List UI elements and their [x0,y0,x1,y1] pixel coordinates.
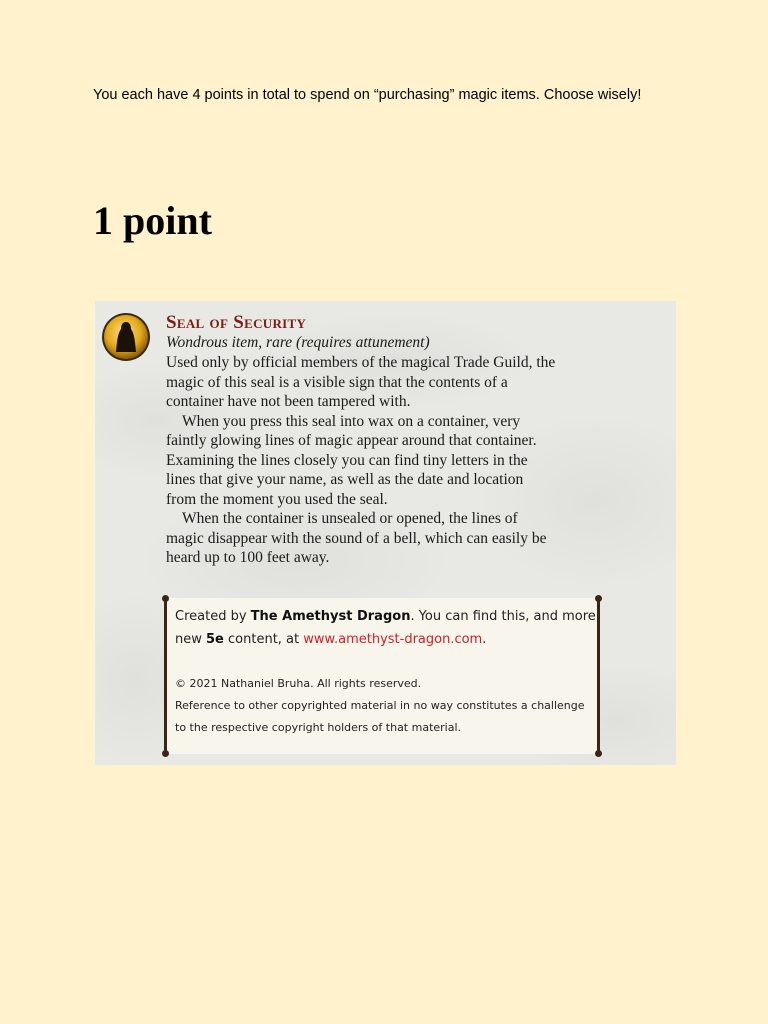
website-link[interactable]: www.amethyst-dragon.com [303,632,483,647]
copyright-notice: © 2021 Nathaniel Bruha. All rights reserved. [175,677,422,690]
description-line: When the container is unsealed or opened, the lines of [182,510,518,527]
description-line: magic of this seal is a visible sign that the contents of a [166,373,508,391]
credit-prefix: Created by [175,609,251,624]
credit-new-prefix: new [175,632,207,647]
author-name: The Amethyst Dragon [250,609,411,624]
edition-label: 5e [206,632,224,647]
description-line: Examining the lines closely you can find tiny letters in the [166,451,528,469]
intro-text: You each have 4 points in total to spend on “purchasing” magic items. Choose wisely! [93,87,642,103]
magic-item-card [95,301,676,765]
credit-line-author [175,608,596,626]
description-line: When you press this seal into wax on a container, very [182,412,521,430]
credit-content-at: content, at [223,632,304,647]
description-line: container have not been tampered with. [166,393,411,410]
credit-suffix: . You can find this, and more [410,609,596,624]
description-line: from the moment you used the seal. [166,490,388,508]
disclaimer-line: Reference to other copyrighted material in no way constitutes a challenge [175,699,585,712]
credit-box [166,598,598,754]
section-heading: 1 point [93,198,212,243]
description-line: heard up to 100 feet away. [166,549,330,566]
description-line: Used only by official members of the magical Trade Guild, the [166,354,556,371]
description-line: faintly glowing lines of magic appear around that container. [166,432,537,449]
item-title: Seal of Security [166,312,307,333]
description-line: lines that give your name, as well as the date and location [166,471,524,488]
disclaimer-line: to the respective copyright holders of that material. [175,721,462,734]
credit-line-link [175,631,486,649]
credit-link-suffix: . [482,632,487,647]
right-scroll-rail [597,598,600,754]
left-scroll-rail [164,598,167,754]
item-description [166,353,606,568]
description-line: magic disappear with the sound of a bell, which can easily be [166,529,547,547]
hooded-figure-seal-icon [101,312,151,362]
item-subtitle: Wondrous item, rare (requires attunement) [166,334,430,351]
